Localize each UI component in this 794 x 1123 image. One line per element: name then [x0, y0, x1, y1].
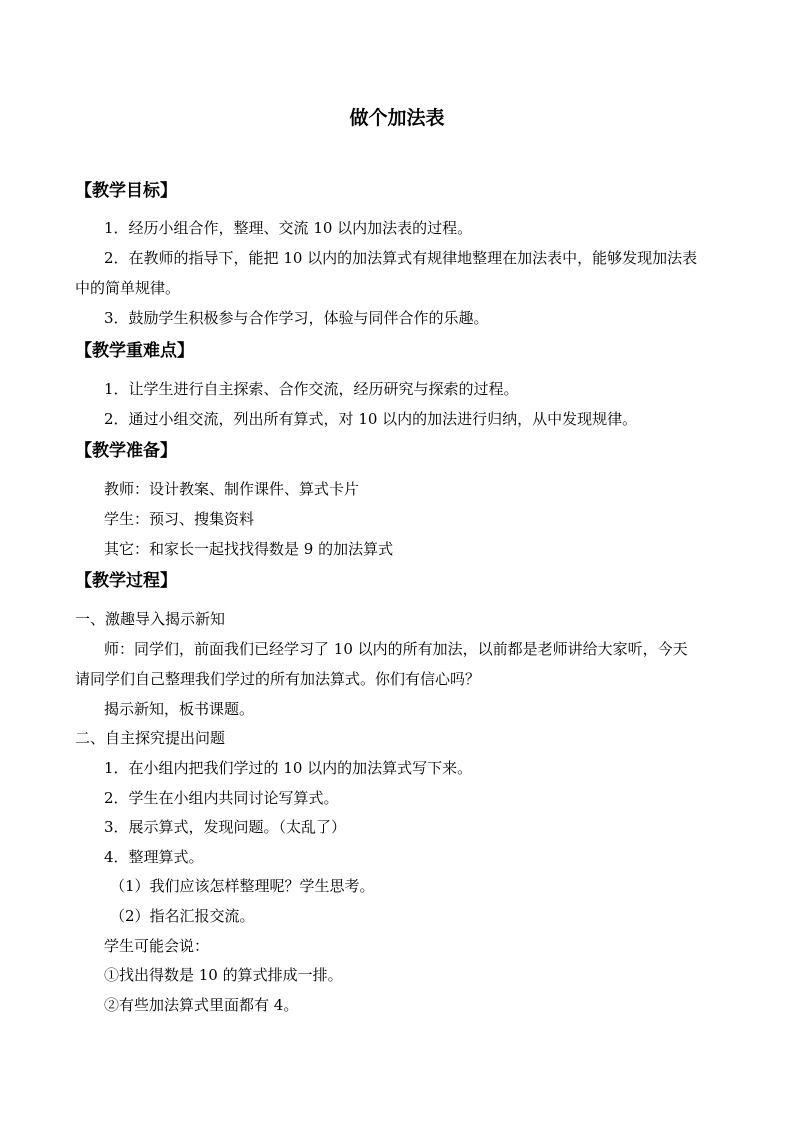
goals-line-2: 2．在教师的指导下，能把 10 以内的加法算式有规律地整理在加法表中，能够发现加法表: [104, 249, 698, 267]
process-substep-2: （2）指名汇报交流。: [110, 907, 255, 925]
key-points-line-2: 2．通过小组交流，列出所有算式，对 10 以内的加法进行归纳，从中发现规律。: [104, 410, 638, 428]
goals-line-1: 1．经历小组合作，整理、交流 10 以内加法表的过程。: [104, 219, 473, 237]
process-line-teacher-cont: 请同学们自己整理我们学过的所有加法算式。你们有信心吗？: [75, 670, 481, 688]
process-step-3: 3．展示算式，发现问题。（太乱了）: [104, 818, 347, 836]
document-title: 做个加法表: [349, 107, 445, 129]
preparation-teacher: 教师：设计教案、制作课件、算式卡片: [104, 480, 360, 498]
preparation-other: 其它：和家长一起找找得数是 9 的加法算式: [104, 540, 394, 558]
preparation-student: 学生：预习、搜集资料: [104, 510, 255, 528]
process-part-1-heading: 一、激趣导入揭示新知: [75, 610, 226, 628]
process-line-teacher: 师：同学们，前面我们已经学习了 10 以内的所有加法，以前都是老师讲给大家听，今天: [104, 640, 688, 658]
key-points-line-1: 1．让学生进行自主探索、合作交流，经历研究与探索的过程。: [104, 380, 519, 398]
process-substep-1: （1）我们应该怎样整理呢？学生思考。: [110, 877, 375, 895]
section-heading-preparation: 【教学准备】: [75, 441, 177, 461]
process-student-may-say: 学生可能会说：: [104, 937, 210, 955]
section-heading-goals: 【教学目标】: [75, 181, 177, 201]
process-step-1: 1．在小组内把我们学过的 10 以内的加法算式写下来。: [104, 759, 473, 777]
process-answer-1: ①找出得数是 10 的算式排成一排。: [104, 966, 343, 984]
section-heading-process: 【教学过程】: [75, 571, 177, 591]
goals-line-3: 3．鼓励学生积极参与合作学习，体验与同伴合作的乐趣。: [104, 309, 489, 327]
process-part-2-heading: 二、自主探究提出问题: [75, 729, 226, 747]
section-heading-key-points: 【教学重难点】: [75, 341, 194, 361]
process-step-4: 4．整理算式。: [104, 848, 204, 866]
process-answer-2: ②有些加法算式里面都有 4。: [104, 996, 299, 1014]
goals-line-2-cont: 中的简单规律。: [75, 279, 181, 297]
process-line-reveal: 揭示新知，板书课题。: [104, 700, 255, 718]
process-step-2: 2．学生在小组内共同讨论写算式。: [104, 789, 339, 807]
